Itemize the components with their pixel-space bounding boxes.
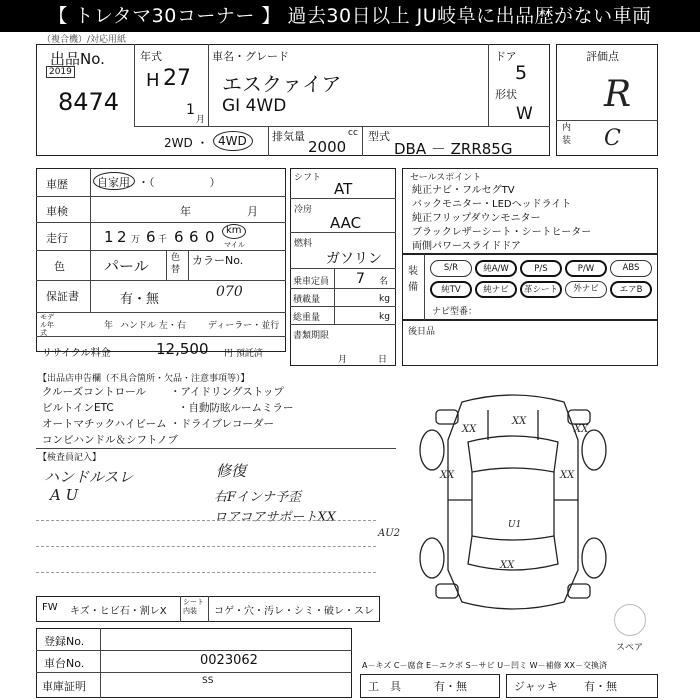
lot-year-stamp: 2019	[46, 66, 75, 78]
car-grade: GI 4WD	[222, 96, 287, 116]
shift-label: シフト	[294, 173, 322, 183]
color-value: パール	[104, 257, 149, 275]
shaken-month: 月	[247, 205, 258, 218]
history-rest: ・（ ）	[138, 176, 221, 189]
model-year-label: モデル年式	[40, 313, 54, 337]
model-value: DBA － ZRR85G	[394, 140, 513, 158]
shape-label: 形状	[495, 88, 517, 101]
model-year-handle: ハンドル 左・右	[120, 321, 186, 331]
mileage-unit-km: km	[226, 225, 242, 236]
retrofit-box	[402, 320, 658, 366]
sales-point: 純正ナビ・フルセグTV	[412, 185, 515, 196]
year-era: H	[146, 70, 160, 91]
doors-label: ドア	[495, 50, 517, 63]
tools-value: 有・無	[434, 680, 467, 693]
sales-points-label: セールスポイント	[410, 173, 482, 183]
drive-options: 2WD ・	[164, 136, 209, 150]
color-no-label: カラーNo.	[192, 254, 244, 267]
mileage-unit-mile: マイル	[224, 241, 245, 249]
warranty-label: 保証書	[46, 290, 79, 303]
year-month-unit: 月	[196, 115, 206, 125]
shift-value: AT	[334, 180, 353, 198]
fuel-value: ガソリン	[326, 251, 382, 267]
declaration-label: 【出品店申告欄（不具合箇所・欠品・注意事項等）】	[38, 374, 250, 384]
damage-mark: XX	[560, 470, 575, 481]
equipment-item: 純TV	[430, 281, 472, 298]
jack-value: 有・無	[584, 680, 617, 693]
cert-ss: SS	[202, 676, 214, 686]
fuel-label: 燃料	[294, 239, 313, 249]
capacity-label: 乗車定員	[293, 277, 330, 287]
score-value: R	[604, 74, 632, 115]
recycle-value: 12,500	[156, 340, 209, 358]
tools-label: 工 具	[368, 680, 401, 693]
capacity-unit: 名	[379, 277, 389, 287]
shaken-year: 年	[180, 205, 191, 218]
damage-mark: XX	[512, 416, 527, 427]
displacement-unit: cc	[348, 128, 358, 138]
declaration-item: コンビハンドル＆シフトノブ	[42, 434, 178, 446]
load-label: 積載量	[293, 295, 321, 305]
doc-expiry-month: 月	[338, 355, 348, 365]
equipment-item: 外ナビ	[565, 281, 607, 298]
inspection-note: ハンドルスレ	[44, 468, 134, 486]
displacement-value: 2000	[308, 138, 347, 156]
history-label: 車歴	[46, 178, 68, 191]
equipment-item: P/S	[520, 260, 562, 277]
equipment-item: 純A/W	[475, 260, 517, 277]
car-label: 車名・グレード	[212, 50, 289, 63]
mileage-d3: 6	[146, 228, 156, 246]
shape-value: W	[516, 104, 533, 124]
declaration-item: ・自動防眩ルームミラー	[178, 402, 294, 414]
inspection-note: 修復	[216, 462, 247, 480]
equipment-item: S/R	[430, 260, 472, 277]
cert-label: 車庫証明	[42, 680, 86, 693]
year-value: 27	[163, 66, 191, 91]
lot-label: 出品No.	[50, 50, 105, 68]
mileage-label: 走行	[46, 232, 68, 245]
equipment-item: 純ナビ	[475, 281, 517, 298]
year-label: 年式	[140, 50, 162, 63]
declaration-item: ビルトインETC	[42, 402, 114, 414]
diagram-note: AU2	[378, 528, 401, 539]
retrofit-label: 後日品	[408, 327, 436, 337]
doors-value: 5	[515, 62, 528, 84]
mileage-man: 万	[131, 235, 141, 245]
interior-label: 内装	[562, 123, 572, 146]
weight-unit: kg	[379, 312, 390, 322]
interior-value: C	[604, 126, 621, 151]
sales-point: 純正フリップダウンモニター	[412, 213, 541, 224]
jack-label: ジャッキ	[514, 680, 558, 693]
color-no: 070	[216, 284, 243, 300]
sales-point: 両側パワースライドドア	[412, 241, 521, 252]
fw-seat: コゲ・穴・汚レ・シミ・破レ・スレ	[214, 606, 374, 617]
declaration-item: クルーズコントロール	[42, 386, 146, 398]
declaration-item: オートマチックハイビーム	[42, 418, 167, 430]
equipment-item: P/W	[565, 260, 607, 277]
sales-point: バックモニター・LEDヘッドライト	[412, 199, 572, 210]
inspection-note: 右Fインナ予歪	[214, 490, 302, 505]
damage-mark: XX	[500, 560, 515, 571]
aircon-label: 冷房	[294, 205, 313, 215]
declaration-item: ・ドライブレコーダー	[170, 418, 274, 430]
lot-number: 8474	[58, 88, 120, 116]
score-label: 評価点	[586, 50, 619, 63]
year-month: 1	[186, 102, 195, 118]
doc-expiry-label: 書類期限	[293, 331, 330, 341]
fw-front: キズ・ヒビ石・割レX	[70, 606, 167, 617]
inspection-note: ロアコアサポートXX	[214, 510, 336, 525]
damage-mark: U1	[508, 520, 522, 530]
mileage-d5: 6	[189, 228, 199, 246]
weight-label: 総重量	[293, 313, 321, 323]
mileage-sen: 千	[158, 235, 168, 245]
fw-label: FW	[42, 602, 58, 613]
shaken-label: 車検	[46, 205, 68, 218]
nav-model-label: ナビ型番：	[432, 307, 478, 317]
damage-mark: XX	[462, 424, 477, 435]
warranty-value: 有・無	[120, 292, 160, 307]
load-unit: kg	[379, 294, 390, 304]
declaration-item: ・アイドリングストップ	[170, 386, 284, 398]
spare-label: スペア	[616, 643, 644, 653]
equipment-item: 革シート	[520, 281, 562, 298]
equipment-item: ABS	[610, 260, 652, 277]
color-change-label: 色替	[171, 253, 181, 275]
car-name: エスクァイア	[222, 72, 342, 96]
registration-label: 登録No.	[44, 635, 85, 648]
recycle-unit: 円 預託済	[224, 349, 263, 359]
damage-legend: A－キズ C－腐食 E－エクボ S－サビ U－凹ミ W－補修 XX－交換済	[362, 661, 608, 670]
model-label: 型式	[368, 130, 390, 143]
damage-mark: XX	[574, 424, 589, 435]
color-label: 色	[54, 260, 65, 273]
history-selected: 自家用	[97, 176, 130, 189]
equipment-label: 装備	[408, 266, 418, 293]
inspection-label: 【検査員記入】	[38, 453, 102, 463]
header-note: （複合機）/対応用紙	[42, 35, 127, 45]
sales-point: ブラックレザーシート・シートヒーター	[412, 227, 592, 238]
drive-selected: 4WD	[218, 134, 247, 148]
chassis-value: 0023062	[200, 653, 258, 668]
banner: 【 トレタマ30コーナー 】 過去30日以上 JU岐阜に出品歴がない車両	[0, 0, 700, 32]
mileage-d4: 6	[174, 228, 184, 246]
mileage-d6: 0	[205, 228, 215, 246]
aircon-value: AAC	[330, 214, 362, 232]
damage-mark: XX	[440, 470, 455, 481]
mileage-d1: 1	[104, 228, 114, 246]
chassis-label: 車台No.	[44, 657, 85, 670]
inspection-note: A U	[50, 486, 79, 504]
displacement-label: 排気量	[272, 130, 305, 143]
capacity-value: 7	[356, 271, 365, 287]
model-year-year: 年	[104, 321, 114, 331]
mileage-d2: 2	[117, 228, 127, 246]
fw-seat-label: シート内装	[183, 598, 204, 615]
model-year-dealer: ディーラー・並行	[208, 321, 280, 331]
doc-expiry-day: 日	[378, 355, 388, 365]
recycle-label: リサイクル料金	[42, 348, 111, 359]
equipment-item: エアB	[610, 281, 652, 298]
